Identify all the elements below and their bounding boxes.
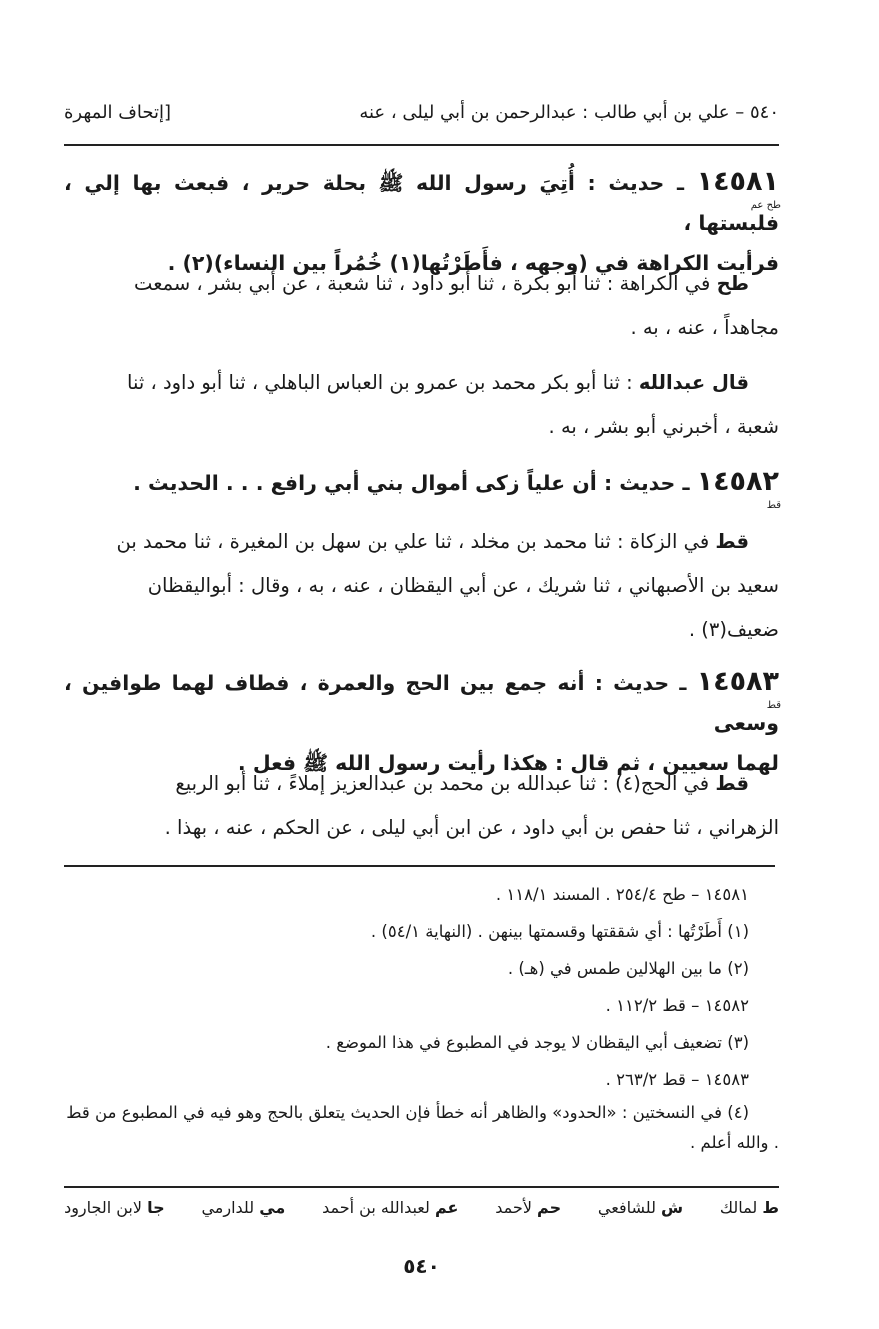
footnotes: [64, 876, 779, 1158]
source-paragraph: [64, 361, 779, 449]
source-lead: قط: [715, 530, 749, 553]
source-lead: طح: [716, 272, 749, 295]
hadith-line: لهما سعيين ، ثم قال : هكذا رأيت رسول الله ﷺ فعل .: [237, 751, 779, 775]
hadith-line: فرأيت الكراهة في (وجهه ، فأَطَرْتُها(١) خُمُراً بين النساء)(٢) .: [167, 251, 779, 275]
hadith-entry: [64, 462, 781, 511]
abbreviations-divider: [64, 1186, 779, 1188]
hadith-line: [64, 462, 781, 511]
hadith-text: أُتِيَ رسول الله ﷺ بحلة حرير ، فبعث بها إلي ، فلبستها ،: [64, 171, 779, 235]
hadith-label: ـ حديث :: [603, 471, 690, 495]
abbreviation-item: مي للدارمي: [201, 1198, 286, 1217]
header-book-title: [إتحاف المهرة: [64, 101, 172, 123]
source-paragraph: [64, 262, 779, 350]
footnote: ١٤٥٨٢ – قط ١١٢/٢ .: [605, 996, 749, 1015]
source-paragraph: [64, 520, 779, 652]
source-line: الزهراني ، ثنا حفص بن أبي داود ، عن ابن أبي ليلى ، عن الحكم ، عنه ، بهذا .: [164, 816, 779, 839]
source-lead: قط: [715, 772, 749, 795]
hadith-line: [64, 162, 779, 243]
hadith-label: ـ حديث :: [587, 171, 684, 195]
source-line: شعبة ، أخبرني أبو بشر ، به .: [548, 415, 779, 438]
hadith-number: ١٤٥٨٣ قط: [696, 666, 782, 711]
footnote: (٣) تضعيف أبي اليقظان لا يوجد في المطبوع في هذا الموضع .: [325, 1033, 749, 1052]
abbreviation-item: حم لأحمد: [495, 1198, 562, 1217]
source-line: قال عبدالله : ثنا أبو بكر محمد بن عمرو بن العباس الباهلي ، ثنا أبو داود ، ثنا: [127, 371, 749, 394]
hadith-line: [64, 662, 782, 743]
hadith-text: أن علياً زكى أموال بني أبي رافع . . . الحديث .: [133, 471, 597, 495]
source-paragraph: [64, 762, 779, 850]
abbreviation-item: ط لمالك: [719, 1198, 779, 1217]
footnote: (١) أَطَرْتُها : أي شققتها وقسمتها بينهن . (النهاية ٥٤/١) .: [370, 922, 749, 941]
source-line: ضعيف(٣) .: [688, 618, 779, 641]
footnote: (٤) في النسختين : «الحدود» والظاهر أنه خطأ فإن الحديث يتعلق بالحج وهو فيه في المطبوع من قط . والله أعلم .: [66, 1103, 779, 1152]
footnote: ١٤٥٨١ – طح ٢٥٤/٤ . المسند ١١٨/١ .: [495, 885, 749, 904]
footnote-divider: [64, 865, 775, 867]
source-line: مجاهداً ، عنه ، به .: [630, 316, 779, 339]
header-chapter-title: ٥٤٠ – علي بن أبي طالب : عبدالرحمن بن أبي ليلى ، عنه: [359, 101, 779, 123]
book-page: [64, 0, 782, 1329]
source-line: قط في الحج(٤) : ثنا عبدالله بن محمد بن عبدالعزيز إملاءً ، ثنا أبو الربيع: [175, 772, 749, 795]
hadith-number: ١٤٥٨١ طح عم: [696, 166, 781, 211]
hadith-label: ـ حديث :: [594, 671, 687, 695]
source-line: سعيد بن الأصبهاني ، ثنا شريك ، عن أبي اليقظان ، عنه ، به ، وقال : أبواليقظان: [147, 574, 779, 597]
source-codes: قط: [766, 700, 782, 711]
footnote: ١٤٥٨٣ – قط ٢٦٣/٢ .: [605, 1070, 749, 1089]
page-number: ٥٤٠: [403, 1254, 440, 1278]
hadith-number: ١٤٥٨٢ قط: [696, 466, 781, 511]
abbreviation-item: جا لابن الجارود: [64, 1198, 165, 1217]
hadith-text: أنه جمع بين الحج والعمرة ، فطاف لهما طوافين ، وسعى: [64, 671, 779, 735]
running-header: [64, 96, 779, 128]
source-codes: قط: [766, 500, 781, 511]
footnote: (٢) ما بين الهلالين طمس في (هـ) .: [507, 959, 749, 978]
abbreviation-item: ش للشافعي: [597, 1198, 684, 1217]
abbreviation-key: [64, 1198, 779, 1217]
source-line: قط في الزكاة : ثنا محمد بن مخلد ، ثنا علي بن سهل بن المغيرة ، ثنا محمد بن: [116, 530, 749, 553]
source-lead: قال عبدالله: [638, 371, 749, 394]
header-divider: [64, 144, 779, 146]
source-codes: طح عم: [750, 200, 781, 211]
source-line: طح في الكراهة : ثنا أبو بكرة ، ثنا أبو داود ، ثنا شعبة ، عن أبي بشر ، سمعت: [134, 272, 749, 295]
abbreviation-item: عم لعبدالله بن أحمد: [322, 1198, 459, 1217]
